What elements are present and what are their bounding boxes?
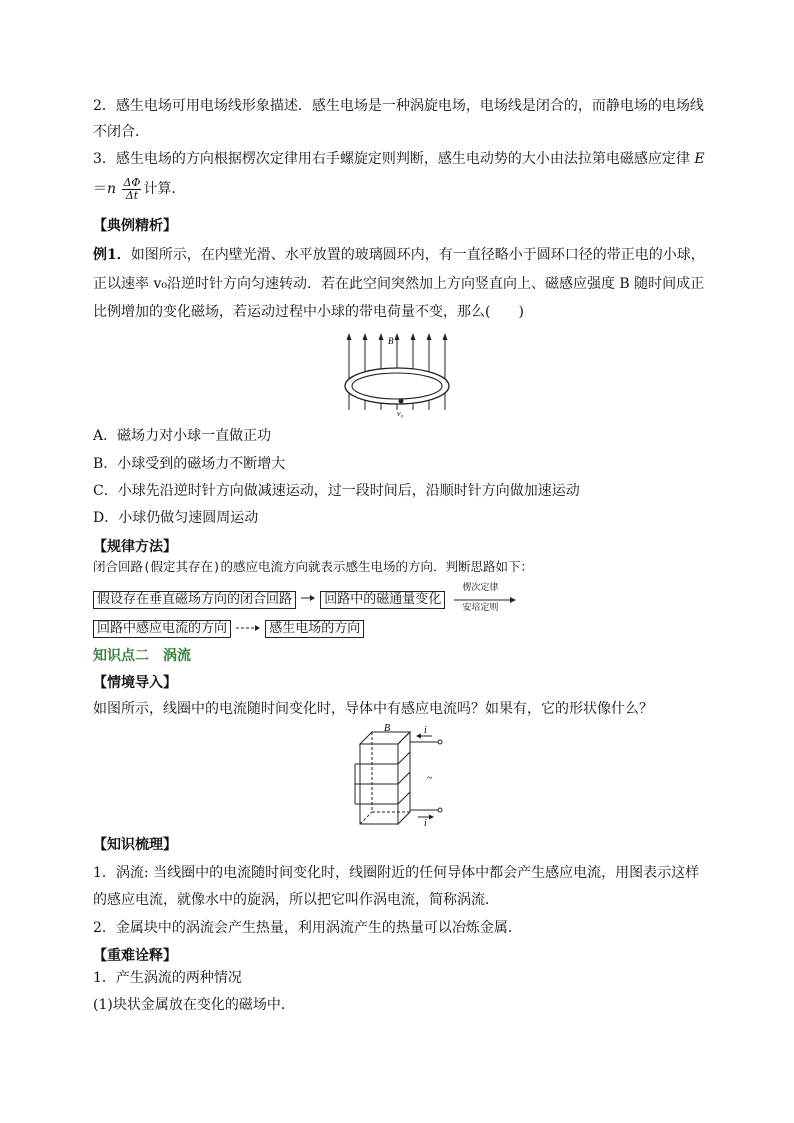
option-a: A．磁场力对小球一直做正功: [93, 428, 272, 444]
flow-arrow-labeled: [454, 585, 516, 615]
knowledge-line2: 的感应电流，就像水中的旋涡，所以把它叫作涡电流，简称涡流．: [93, 892, 499, 908]
example-line1-text: 如图所示，在内壁光滑、水平放置的玻璃圆环内，有一直径略小于圆环口径的带正电的小球，: [130, 247, 705, 263]
option-d: D．小球仍做匀速圆周运动: [93, 510, 259, 526]
paragraph-2-line2: 不闭合．: [93, 124, 149, 140]
knowledge-heading: 【知识梳理】: [93, 837, 177, 853]
example-line2: 正以速率 v₀沿逆时针方向匀速转动．若在此空间突然加上方向竖直向上、磁感应强度 B 随时间成正: [93, 276, 705, 292]
flow-arrow-icon: [301, 593, 315, 603]
paragraph-3-E: E: [694, 151, 705, 167]
knowledge-point-2-title: 知识点二 涡流: [93, 648, 191, 664]
ring-v0-label: v₀: [397, 409, 404, 418]
flow-row-1: [93, 585, 516, 615]
option-c: C．小球先沿逆时针方向做减速运动，过一段时间后，沿顺时针方向做加速运动: [93, 483, 580, 499]
coil-i-bottom-label: i: [424, 818, 427, 828]
example-label: 例1．: [93, 247, 131, 263]
example-line1: [93, 242, 713, 268]
formula-n: n: [107, 181, 117, 197]
intro-heading: 【情境导入】: [93, 675, 177, 691]
paragraph-3-line2: [93, 176, 713, 202]
coil-i-top-label: i: [424, 725, 427, 736]
flow-box-induced-current: 回路中感应电流的方向: [93, 620, 231, 638]
option-b: B．小球受到的磁场力不断增大: [93, 456, 286, 472]
method-line1: 闭合回路(假定其存在)的感应电流方向就表示感生电场的方向．判断思路如下：: [93, 559, 534, 574]
formula-eq: ＝: [93, 181, 107, 197]
formula-tail: 计算．: [143, 181, 186, 197]
ring-field-figure: [337, 330, 457, 420]
flow-box-flux-change: 回路中的磁通量变化: [320, 591, 445, 609]
flow-box-induced-field: 感生电场的方向: [265, 620, 364, 638]
intro-text: 如图所示，线圈中的电流随时间变化时，导体中有感应电流吗？如果有，它的形状像什么？: [93, 701, 653, 717]
flow-arrow-top-label: 楞次定律: [462, 583, 499, 593]
knowledge-line1: 1．涡流: 当线圈中的电流随时间变化时，线圈附近的任何导体中都会产生感应电流，用图表示这样: [93, 865, 700, 881]
formula-numerator: ΔΦ: [123, 175, 141, 189]
ring-B-label: B: [388, 336, 394, 346]
flow-row-2: [93, 617, 364, 638]
paragraph-3-line1: [93, 146, 713, 172]
difficulty-heading: 【重难诠释】: [93, 948, 177, 964]
knowledge-line3: 2．金属块中的涡流会产生热量，利用涡流产生的热量可以冶炼金属．: [93, 920, 522, 936]
example-heading: 【典例精析】: [93, 218, 177, 234]
difficulty-line2: (1)块状金属放在变化的磁场中．: [93, 997, 295, 1013]
coil-block-figure: [350, 722, 450, 828]
dashed-arrow-icon: [236, 623, 260, 633]
paragraph-3-text: 3．感生电场的方向根据楞次定律用右手螺旋定则判断，感生电动势的大小由法拉第电磁感应定律: [93, 151, 690, 167]
formula-fraction: [122, 177, 141, 202]
paragraph-2-line1: 2．感生电场可用电场线形象描述．感生电场是一种涡旋电场，电场线是闭合的，而静电场的电场线: [93, 98, 704, 114]
example-line3: 比例增加的变化磁场，若运动过程中小球的带电荷量不变，那么( ): [93, 304, 524, 320]
ac-source-icon: ~: [427, 773, 433, 784]
flow-arrow-bottom-label: 安培定则: [462, 603, 499, 613]
method-heading: 【规律方法】: [93, 539, 177, 555]
difficulty-line1: 1．产生涡流的两种情况: [93, 970, 242, 986]
coil-B-label: B: [384, 723, 391, 734]
formula-denominator: Δt: [125, 188, 139, 202]
flow-box-assume-loop: 假设存在垂直磁场方向的闭合回路: [93, 591, 296, 609]
